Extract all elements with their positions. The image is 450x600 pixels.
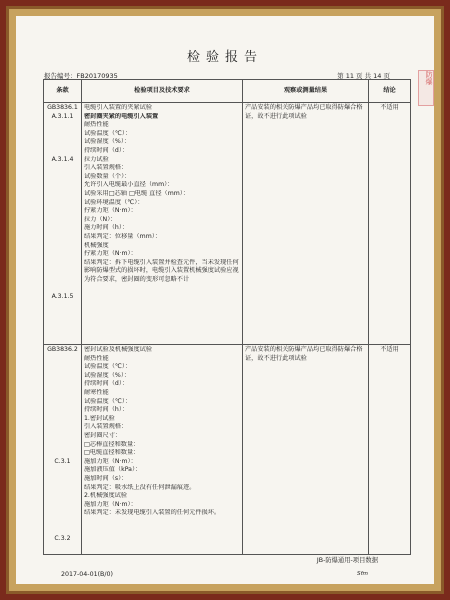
clause-code bbox=[46, 492, 79, 501]
clause-code bbox=[46, 406, 79, 415]
clause-code: A.3.1.4 bbox=[51, 155, 74, 163]
item-line: 结果判定：吸水纸上没有任何泄漏痕迹。 bbox=[84, 483, 196, 491]
item-line: 密封圈夹紧的电缆引入装置 bbox=[84, 112, 159, 120]
clause-cell bbox=[44, 345, 82, 555]
item-line: 拧紧力矩（N·m）： bbox=[84, 250, 137, 258]
table-row bbox=[44, 103, 411, 345]
item-line: 试验湿度（%）： bbox=[84, 138, 131, 146]
clause-code bbox=[46, 242, 79, 251]
clause-cell bbox=[44, 103, 82, 345]
footer-date: 2017-04-01(B/0) bbox=[61, 571, 113, 578]
item-line: 施加力矩（N·m）： bbox=[84, 500, 137, 508]
clause-code bbox=[46, 423, 79, 432]
item-line: 结果判定：未发现电缆引入装置的任何元件损坏。 bbox=[84, 509, 221, 517]
header-conclusion: 结论 bbox=[369, 80, 411, 103]
page-title: 检验报告 bbox=[186, 50, 263, 65]
clause-code bbox=[46, 372, 79, 381]
clause-code bbox=[46, 526, 79, 535]
clause-code bbox=[46, 276, 79, 285]
item-line: 持续时间（d）： bbox=[84, 146, 129, 154]
clause-code: A.3.1.5 bbox=[51, 293, 74, 301]
clause-code bbox=[46, 509, 79, 518]
clause-code bbox=[46, 475, 79, 484]
footer-form-code: JB-防爆通用-项目数据 bbox=[316, 557, 378, 564]
clause-code bbox=[46, 207, 79, 216]
clause-code bbox=[46, 147, 79, 156]
item-line: 试验采用□芯轴 □电缆 直径（mm）： bbox=[84, 189, 190, 197]
clause-code bbox=[46, 432, 79, 441]
clause-code bbox=[46, 449, 79, 458]
clause-code bbox=[46, 380, 79, 389]
clause-code bbox=[46, 224, 79, 233]
item-line: 拉力试验 bbox=[84, 155, 109, 163]
item-line: 持续时间（d）： bbox=[84, 380, 129, 388]
clause-code bbox=[46, 259, 79, 268]
item-line: 试验温度（℃）： bbox=[84, 129, 132, 137]
table-row bbox=[44, 345, 411, 555]
clause-code bbox=[46, 389, 79, 398]
item-line: 1.密封试验 bbox=[84, 414, 115, 422]
seal-stamp: 防爆 bbox=[418, 70, 434, 106]
item-line: 引入装置规格： bbox=[84, 164, 128, 172]
conclusion-cell: 不适用 bbox=[369, 103, 411, 345]
clause-code bbox=[46, 216, 79, 225]
item-line: 施加力矩（N·m）： bbox=[84, 457, 137, 465]
item-line: 机械强度 bbox=[84, 241, 109, 249]
item-line: 施力时间（h）： bbox=[84, 224, 129, 232]
clause-code bbox=[46, 355, 79, 364]
header-items: 检验项目及技术要求 bbox=[82, 80, 243, 103]
report-page bbox=[16, 16, 434, 584]
clause-code: C.3.1 bbox=[54, 457, 71, 465]
item-line: 耐热性能 bbox=[84, 121, 109, 129]
item-line: 允许引入电缆最小直径（mm）： bbox=[84, 181, 174, 189]
clause-code bbox=[46, 173, 79, 182]
item-line: 试验温度（℃）： bbox=[84, 397, 132, 405]
clause-code: GB3836.1 bbox=[47, 104, 78, 111]
header-clause: 条款 bbox=[44, 80, 82, 103]
clause-code bbox=[46, 518, 79, 527]
clause-code bbox=[46, 121, 79, 130]
clause-code: C.3.2 bbox=[54, 535, 71, 543]
item-line: 密封圈尺寸： bbox=[84, 431, 122, 439]
clause-code bbox=[46, 199, 79, 208]
clause-code bbox=[46, 190, 79, 199]
header-observation: 观察或测量结果 bbox=[243, 80, 369, 103]
clause-code bbox=[46, 441, 79, 450]
conclusion-cell: 不适用 bbox=[369, 345, 411, 555]
item-line: □芯棒直径和数量： bbox=[84, 440, 140, 448]
observation-cell: 产品安装的相关防爆产品均已取得防爆合格证，故不进行此项试验 bbox=[243, 103, 369, 345]
clause-code bbox=[46, 284, 79, 293]
item-line: 试验环境温度（℃）： bbox=[84, 198, 144, 206]
clause-code bbox=[46, 484, 79, 493]
item-line: 2.机械强度试验 bbox=[84, 492, 128, 500]
items-cell bbox=[82, 345, 243, 555]
item-line: 试验湿度（%）： bbox=[84, 371, 131, 379]
clause-code bbox=[46, 181, 79, 190]
footer-signature-mark: Sfm bbox=[357, 571, 368, 577]
item-line: □电缆直径和数量： bbox=[84, 449, 140, 457]
item-line: 结果判定：拆下电缆引入装置并检查元件，当未发现任何影响防爆型式的损坏时，电缆引入装置机械强度试验应视为符合要求，密封圈的变形可忽略不计 bbox=[84, 258, 239, 283]
item-line: 耐热性能 bbox=[84, 354, 109, 362]
clause-code: GB3836.2 bbox=[47, 346, 78, 353]
item-line: 结果判定：位移量（mm）： bbox=[84, 232, 162, 240]
item-line: 电缆引入装置的夹紧试验 bbox=[84, 104, 153, 111]
items-cell bbox=[82, 103, 243, 345]
report-number: 报告编号：FB20170935 bbox=[44, 72, 118, 80]
item-line: 耐寒性能 bbox=[84, 388, 109, 396]
clause-code bbox=[46, 267, 79, 276]
item-line: 引入装置规格： bbox=[84, 423, 128, 431]
page-number: 第 11 页 共 14 页 bbox=[337, 72, 390, 80]
clause-code bbox=[46, 164, 79, 173]
clause-code bbox=[46, 415, 79, 424]
clause-code: A.3.1.1 bbox=[51, 112, 74, 120]
item-line: 持续时间（h）： bbox=[84, 406, 129, 414]
clause-code bbox=[46, 501, 79, 510]
inspection-table bbox=[43, 79, 411, 555]
clause-code bbox=[46, 233, 79, 242]
item-line: 试验数量（个）： bbox=[84, 172, 131, 180]
clause-code bbox=[46, 398, 79, 407]
clause-code bbox=[46, 138, 79, 147]
item-line: 拧紧力矩（N·m）： bbox=[84, 207, 137, 215]
item-line: 试验温度（℃）： bbox=[84, 363, 132, 371]
item-line: 施加时间（s）： bbox=[84, 474, 128, 482]
observation-cell: 产品安装的相关防爆产品均已取得防爆合格证，故不进行此项试验 bbox=[243, 345, 369, 555]
item-line: 拉力（N）： bbox=[84, 215, 117, 223]
table-header-row bbox=[44, 80, 411, 103]
item-line: 施加液压值（kPa）： bbox=[84, 466, 142, 474]
clause-code bbox=[46, 363, 79, 372]
clause-code bbox=[46, 130, 79, 139]
clause-code bbox=[46, 250, 79, 259]
item-line: 密封试验及机械强度试验 bbox=[84, 346, 153, 353]
clause-code bbox=[46, 466, 79, 475]
